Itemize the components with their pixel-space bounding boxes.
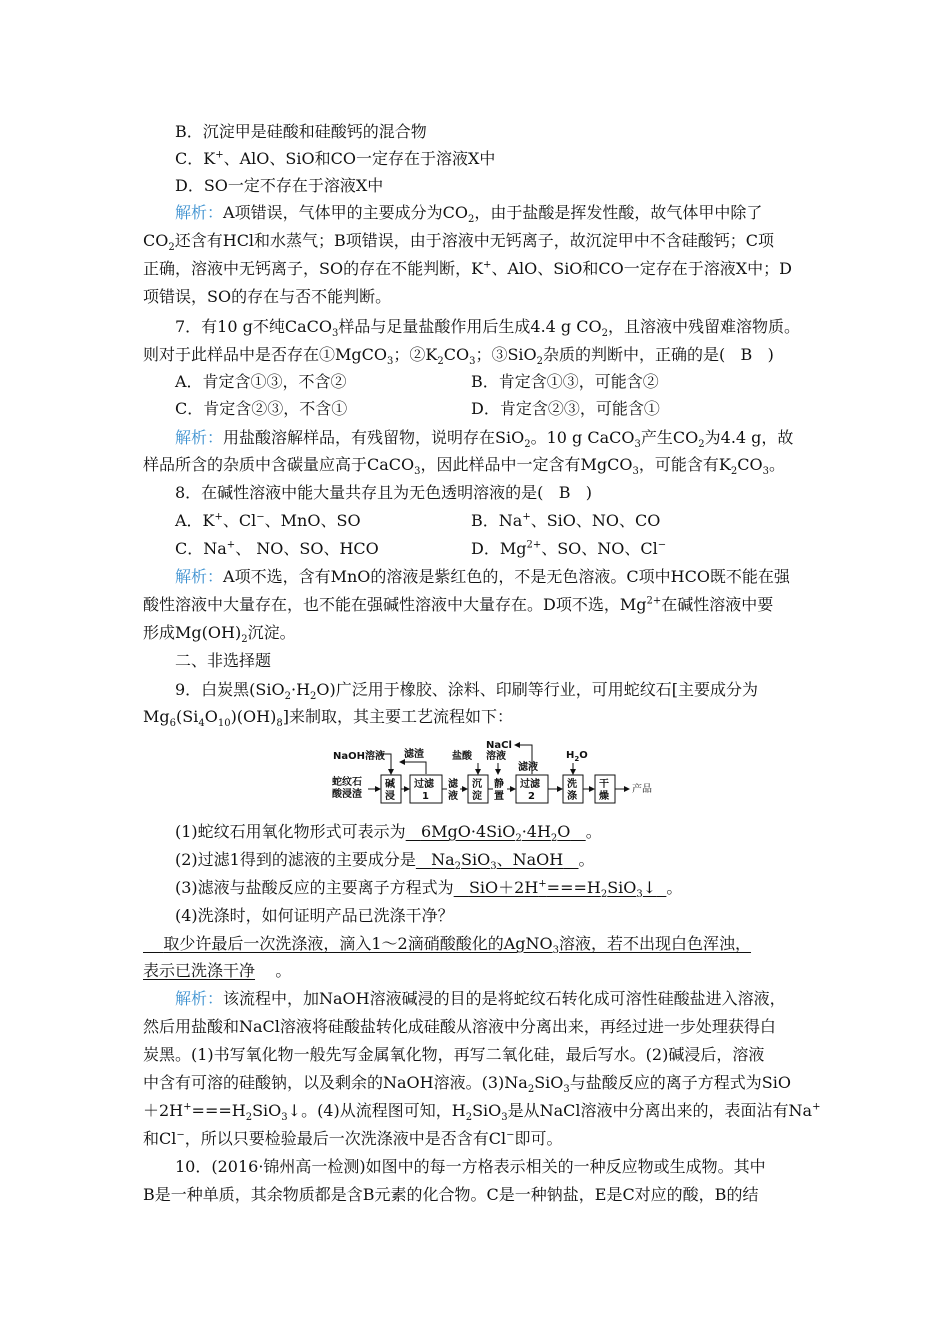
q8-explanation-line1: 解析：A项不选，含有MnO的溶液是紫红色的，不是无色溶液。C项中HCO既不能在强 [175, 567, 790, 586]
q9-explanation-line1: 解析：该流程中，加NaOH溶液碱浸的目的是将蛇纹石转化成可溶性硅酸盐进入溶液， [175, 989, 786, 1008]
flow-mid-filtrate: 滤 [448, 779, 458, 790]
q7-option-d: D．肯定含②③，可能含① [471, 399, 660, 418]
flow-box-dry: 干 [599, 779, 609, 790]
q7-explanation-line1: 解析：用盐酸溶解样品，有残留物，说明存在SiO$_2$。10 g CaCO$_3$产生$CO_2$为4.4 g，故 [175, 428, 794, 451]
q7-option-c: C．肯定含②③，不含① [175, 399, 348, 418]
flow-label-water: $H_2O$ [566, 750, 588, 763]
flow-box-filter1-2: 1 [422, 791, 429, 802]
q7-explanation-line2: 样品所含的杂质中含碳量应高于CaCO$_3$，因此样品中一定含有MgCO$_3$，可能含有$K_2CO_3$。 [143, 455, 785, 478]
flow-label-filtrate: 滤液 [518, 762, 538, 773]
q7-option-b: B．肯定含①③，可能含② [471, 372, 659, 391]
q7-option-a: A．肯定含①③，不含② [175, 372, 347, 391]
q9-sub1: (1)蛇纹石用氧化物形式可表示为 $6MgO\cdot 4SiO_2\cdot 4H_2O$ 。 [175, 822, 602, 845]
flow-mid-settle: 静 [494, 779, 504, 790]
flow-box-filter1: 过滤 [414, 779, 434, 790]
flow-box-wash-2: 涤 [567, 791, 577, 802]
q8-option-a: A．K+、Cl−、MnO、SO [175, 511, 361, 530]
flow-mid-filtrate-2: 液 [448, 791, 458, 802]
q7-stem-line1: 7．有10 g不纯CaCO$_3$样品与足量盐酸作用后生成4.4 g $CO_2$，且溶液中残留难溶物质。 [175, 317, 801, 340]
q9-explanation-line5: $+2H^+===H_2SiO_3↓$。(4)从流程图可知，$H_2SiO_3$是从NaCl溶液中分离出来的，表面沾有Na+ [143, 1101, 821, 1124]
q8-option-b: B．Na+、SiO、NO、CO [471, 511, 661, 530]
q10-stem-line2: B是一种单质，其余物质都是含B元素的化合物。C是一种钠盐，E是C对应的酸，B的结 [143, 1185, 759, 1204]
q8-option-c: C．Na+、 NO、SO、HCO [175, 539, 379, 558]
q8-explanation-line3: 形成$Mg(OH)_2$沉淀。 [143, 623, 296, 646]
flow-source-line2: 酸浸渣 [332, 789, 362, 800]
q6-option-c: C．K+、AlO、SiO和CO一定存在于溶液X中 [175, 149, 496, 168]
q8-option-d: D．$Mg^{2+}$、SO、NO、Cl− [471, 539, 667, 558]
section-heading: 二、非选择题 [175, 651, 272, 670]
q9-explanation-line3: 炭黑。(1)书写氧化物一般先写金属氧化物，再写二氧化硅，最后写水。(2)碱浸后，溶液 [143, 1045, 765, 1064]
q9-sub4-answer-line1: 取少许最后一次洗涤液，滴入1～2滴硝酸酸化的AgNO$_3$溶液，若不出现白色浑浊， [163, 934, 752, 957]
flow-source-line1: 蛇纹石 [332, 777, 362, 788]
flow-box-filter2-2: 2 [528, 791, 535, 802]
q6-explanation-line3: 正确，溶液中无钙离子，SO的存在不能判断，K+、AlO、SiO和CO一定存在于溶液X中；D [143, 259, 793, 278]
q6-option-b: B．沉淀甲是硅酸和硅酸钙的混合物 [175, 122, 427, 141]
flow-box-dry-2: 燥 [599, 791, 609, 802]
q9-sub2: (2)过滤1得到的滤液的主要成分是 $Na_2SiO_3$、NaOH 。 [175, 850, 595, 873]
q9-stem-line2: $Mg_6(Si_4O_{10})(OH)_8$]来制取，其主要工艺流程如下： [143, 707, 513, 730]
flow-label-filter-residue: 滤渣 [404, 749, 424, 760]
q6-explanation-line2: $CO_2$还含有HCl和水蒸气；B项错误，由于溶液中无钙离子，故沉淀甲中不含硅酸钙；C项 [143, 231, 775, 254]
q7-stem-line2: 则对于此样品中是否存在①MgCO$_3$；$②K_2CO_3$；③SiO$_2$杂质的判断中，正确的是( B ) [143, 345, 774, 368]
q9-sub3: (3)滤液与盐酸反应的主要离子方程式为 $SiO+2H^+===H_2SiO_3↓$ 。 [175, 878, 683, 901]
flow-label-naoh: NaOH溶液 [333, 751, 385, 762]
flow-box-wash: 洗 [567, 779, 577, 790]
q6-option-d: D．SO一定不存在于溶液X中 [175, 176, 384, 195]
flow-product: 产品 [632, 784, 652, 795]
q9-explanation-line4: 中含有可溶的硅酸钠，以及剩余的NaOH溶液。$(3)Na_2SiO_3$与盐酸反应的离子方程式为SiO [143, 1073, 791, 1096]
q9-stem-line1: 9．白炭黑$(SiO_2\cdot H_2O)$广泛用于橡胶、涂料、印刷等行业，可用蛇纹石[主要成分为 [175, 680, 759, 703]
flow-box-alkali: 碱 [385, 779, 395, 790]
q9-sub4-answer-line2: 表示已洗涤干净 。 [143, 961, 292, 980]
q10-stem-line1: 10．(2016·锦州高一检测)如图中的每一方格表示相关的一种反应物或生成物。其中 [175, 1157, 766, 1176]
flow-label-solution: 溶液 [486, 751, 506, 762]
process-flow-diagram [330, 737, 660, 809]
q9-explanation-line6: 和Cl−，所以只要检验最后一次洗涤液中是否含有Cl−即可。 [143, 1129, 563, 1148]
q9-explanation-line2: 然后用盐酸和NaCl溶液将硅酸盐转化成硅酸从溶液中分离出来，再经过进一步处理获得白 [143, 1017, 776, 1036]
q9-sub4: (4)洗涤时，如何证明产品已洗涤干净？ [175, 906, 454, 925]
q6-explanation-line1: 解析：A项错误，气体甲的主要成分为$CO_2$，由于盐酸是挥发性酸，故气体甲中除了 [175, 203, 763, 226]
flow-mid-settle-2: 置 [494, 791, 504, 802]
flow-box-filter2: 过滤 [520, 779, 540, 790]
flow-label-hcl: 盐酸 [452, 751, 472, 762]
q6-explanation-line4: 项错误，SO的存在与否不能判断。 [143, 287, 392, 306]
flow-label-nacl: NaCl [486, 740, 512, 751]
q8-stem: 8．在碱性溶液中能大量共存且为无色透明溶液的是( B ) [175, 483, 592, 502]
flow-box-precipitate: 沉 [472, 779, 482, 790]
flow-box-precipitate-2: 淀 [472, 791, 482, 802]
q8-explanation-line2: 酸性溶液中大量存在，也不能在强碱性溶液中大量存在。D项不选，$Mg^{2+}$在碱性溶液中要 [143, 595, 774, 614]
flow-box-alkali-2: 浸 [385, 791, 395, 802]
